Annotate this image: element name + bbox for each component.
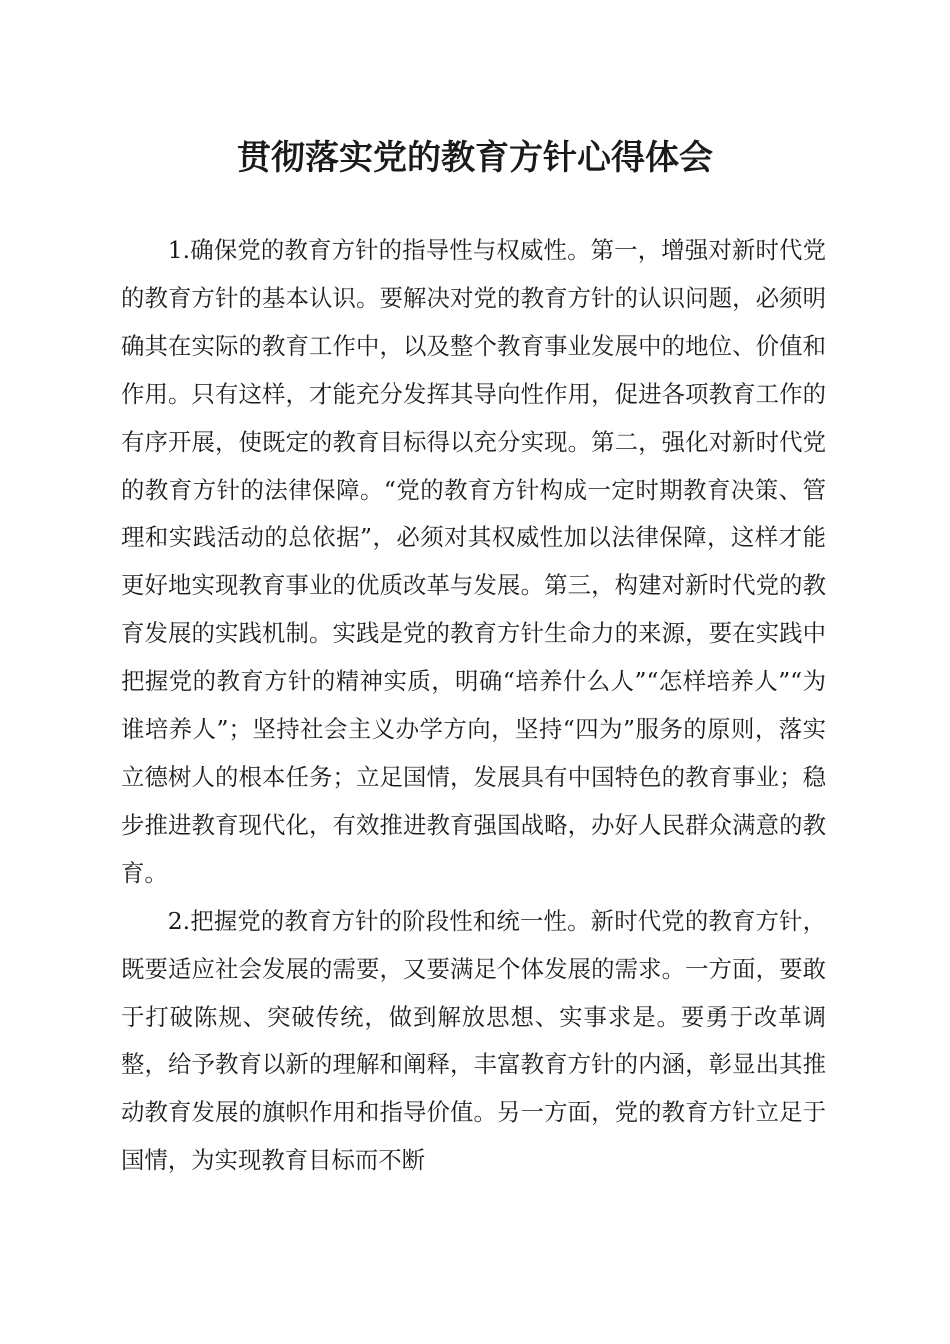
paragraph-1: 1.确保党的教育方针的指导性与权威性。第一，增强对新时代党的教育方针的基本认识。要解决对党的教育方针的认识问题，必须明确其在实际的教育工作中，以及整个教育事业发展中的地位、价值和作用。只有这样，才能充分发挥其导向性作用，促进各项教育工作的有序开展，使既定的教育目标得以充分实现。第二，强化对新时代党的教育方针的法律保障。“党的教育方针构成一定时期教育决策、管理和实践活动的总依据”，必须对其权威性加以法律保障，这样才能更好地实现教育事业的优质改革与发展。第三，构建对新时代党的教育发展的实践机制。实践是党的教育方针生命力的来源，要在实践中把握党的教育方针的精神实质，明确“培养什么人”“怎样培养人”“为谁培养人”；坚持社会主义办学方向，坚持“四为”服务的原则，落实立德树人的根本任务；立足国情，发展具有中国特色的教育事业；稳步推进教育现代化，有效推进教育强国战略，办好人民群众满意的教育。	[121, 236, 826, 887]
document-body	[121, 227, 826, 1185]
paragraph-2: 2.把握党的教育方针的阶段性和统一性。新时代党的教育方针，既要适应社会发展的需要，又要满足个体发展的需求。一方面，要敢于打破陈规、突破传统，做到解放思想、实事求是。要勇于改革调整，给予教育以新的理解和阐释，丰富教育方针的内涵，彰显出其推动教育发展的旗帜作用和指导价值。另一方面，党的教育方针立足于国情，为实现教育目标而不断	[121, 906, 826, 1175]
document-title: 贯彻落实党的教育方针心得体会	[237, 138, 713, 178]
